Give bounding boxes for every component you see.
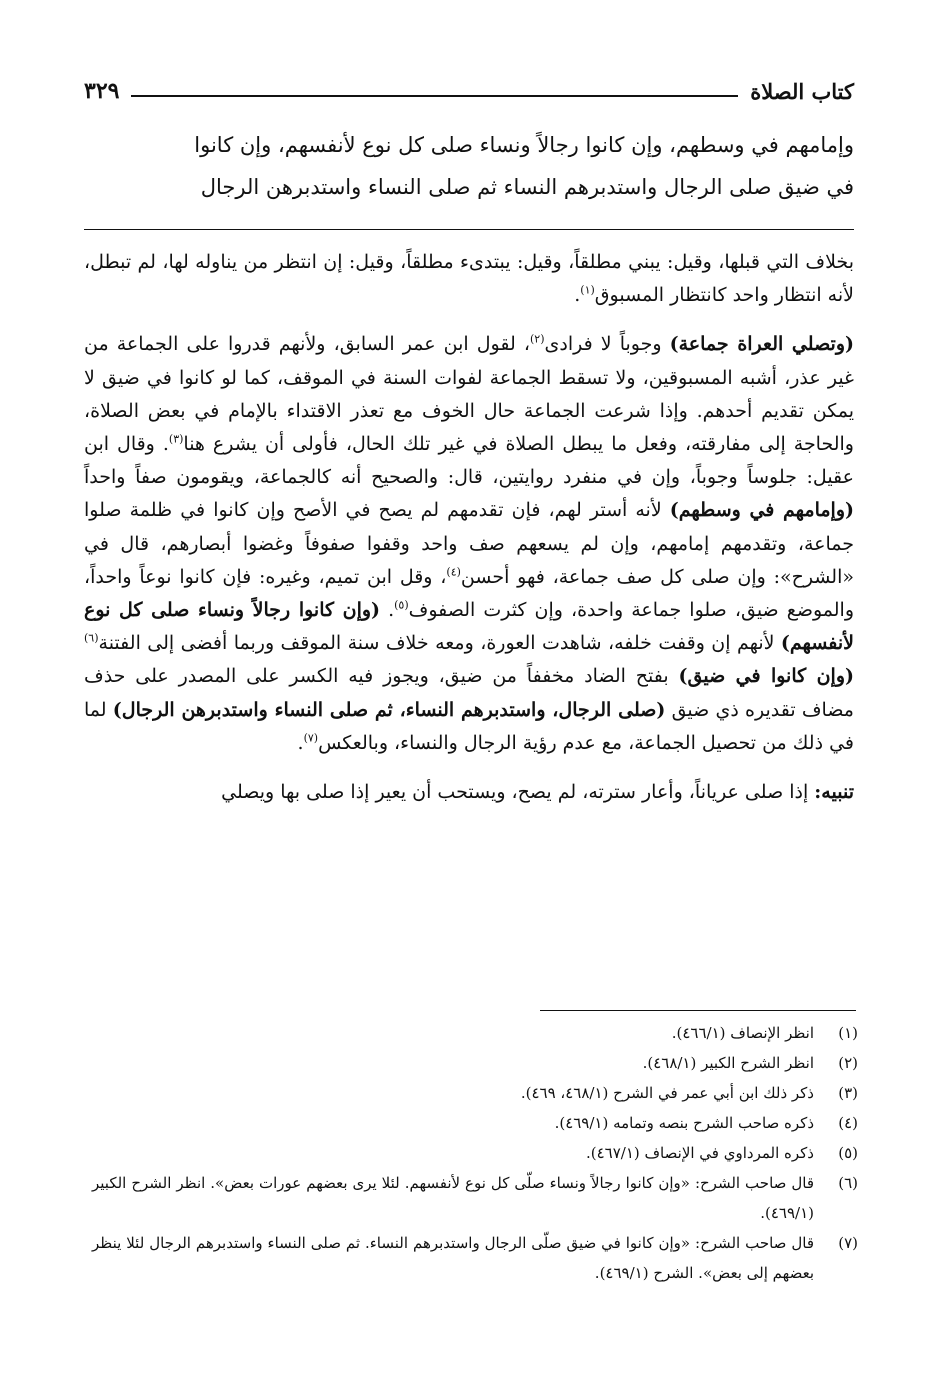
matn-quote: (وإن كانوا رجالاً ونساء صلى كل نوع لأنفسهم) (84, 599, 854, 655)
matn-line: وإمامهم في وسطهم، وإن كانوا رجالاً ونساء صلى كل نوع لأنفسهم، وإن كانوا (194, 133, 854, 157)
text-run: بخلاف التي قبلها، وقيل: يبني مطلقاً، وقيل: يبتدىء مطلقاً، وقيل: إن انتظر من يناوله لها، لم تبطل، لأنه انتظار واحد كانتظار المسبوق (84, 251, 854, 307)
footnote (92, 1228, 858, 1288)
footnote-text: انظر الإنصاف (٤٦٦/١). (671, 1024, 814, 1042)
matn-text (84, 124, 854, 208)
commentary-paragraph (84, 776, 854, 809)
footnote-ref: (٥) (394, 598, 409, 612)
matn-quote: (وتصلي العراة جماعة) (669, 333, 854, 356)
footnote (92, 1048, 858, 1078)
text-run: . وقال ابن عقيل: جلوساً وجوباً، وإن في منفرد روايتين، قال: والصحيح أنه كالجماعة، ويقومون صفاً واحداً (84, 433, 854, 489)
text-run: لما في ذلك من تحصيل الجماعة، مع عدم رؤية الرجال والنساء، وبالعكس (84, 698, 854, 754)
footnote-text: قال صاحب الشرح: «وإن كانوا رجالاً ونساء صلّى كل نوع لأنفسهم. لئلا يرى بعضهم عورات بعض». انظر الشرح الكبير (٤٦٩/١). (92, 1174, 814, 1222)
footnote-number: (٤) (838, 1114, 858, 1132)
commentary-paragraph (84, 246, 854, 312)
text-run: . (297, 731, 304, 754)
footnote-ref: (٢) (530, 333, 545, 347)
footnote-ref: (٤) (446, 565, 461, 579)
footnote (92, 1138, 858, 1168)
footnotes (92, 1018, 858, 1288)
matn-line: في ضيق صلى الرجال واستدبرهم النساء ثم صلى النساء واستدبرهن الرجال (200, 175, 854, 199)
book-title: كتاب الصلاة (750, 79, 854, 104)
footnote-text: ذكره صاحب الشرح بنصه وتمامه (٤٦٩/١). (554, 1114, 814, 1132)
footnote (92, 1018, 858, 1048)
matn-separator (84, 229, 854, 230)
footnote-ref: (٦) (84, 631, 99, 645)
header-rule (131, 95, 738, 97)
footnote-number: (٧) (838, 1234, 858, 1252)
matn-quote: (وإمامهم في وسطهم) (669, 499, 854, 522)
footnote-text: انظر الشرح الكبير (٤٦٨/١). (642, 1054, 814, 1072)
text-run: . (574, 284, 581, 307)
footnote-number: (١) (838, 1024, 858, 1042)
commentary-text (84, 246, 854, 809)
footnote-number: (٢) (838, 1054, 858, 1072)
footnote-text: ذكر ذلك ابن أبي عمر في الشرح (٤٦٨/١، ٤٦٩). (520, 1084, 814, 1102)
footnote-ref: (٣) (168, 432, 184, 446)
page-number: ٣٢٩ (84, 78, 120, 104)
footnote-ref: (٧) (303, 731, 319, 745)
footnote-number: (٥) (838, 1144, 858, 1162)
footnote (92, 1078, 858, 1108)
text-run: وجوباً لا فرادى (544, 333, 670, 356)
text-run: ، وقل ابن تميم، وغيره: فإن كانوا نوعاً واحداً، والموضع ضيق، صلوا جماعة واحدة، وإن كثرت الصفوف (84, 565, 854, 622)
commentary-paragraph (84, 328, 854, 760)
page-header (84, 70, 854, 104)
text-run: ، لقول ابن عمر السابق، ولأنهم قدروا على الجماعة من غير عذر، أشبه المسبوقين، ولا تسقط الجماعة لفوات السنة في الموقف، كما لو كانوا في ضيق لا يمكن تقديم أحدهم. وإذا شرعت الجماعة حال الخوف مع تعذر الاقتداء بالإمام في بعض الصلاة، والحاجة إلى مفارقته، وفعل ما يبطل الصلاة في غير تلك الحال، فأولى أن يشرع هنا (84, 333, 854, 456)
text-run: بفتح الضاد مخففاً من ضيق، ويجوز فيه الكسر على المصدر على حذف مضاف تقديره ذي ضيق (84, 665, 854, 721)
footnote-number: (٦) (838, 1174, 858, 1192)
footnote-text: ذكره المرداوي في الإنصاف (٤٦٧/١). (585, 1144, 814, 1162)
footnote (92, 1108, 858, 1138)
footnote (92, 1168, 858, 1228)
footnote-text: قال صاحب الشرح: «وإن كانوا في ضيق صلّى الرجال واستدبرهم النساء. ثم صلى النساء واستدبرهم الرجال لئلا ينظر بعضهم إلى بعض». الشرح (٤٦٩/١). (92, 1234, 814, 1282)
matn-quote: (وإن كانوا في ضيق) (678, 665, 854, 688)
footnote-ref: (١) (580, 283, 595, 297)
footnote-separator (540, 1010, 856, 1011)
text-run: لأنهم إن وقفت خلفه، شاهدت العورة، ومعه خلاف سنة الموقف وربما أفضى إلى الفتنة (98, 632, 781, 655)
footnote-number: (٣) (838, 1084, 858, 1102)
text-run: . (380, 599, 395, 622)
text-run: لأنه أستر لهم، فإن تقدمهم لم يصح في الأصح وإن كانوا في ظلمة صلوا جماعة، وتقدمهم إمامهم، وإن لم يسعهم صف واحد وقفوا صفوفاً وغضوا أبصارهم، قال في «الشرح»: وإن صلى كل صف جماعة، فهو أحسن (84, 499, 854, 588)
text-run: إذا صلى عرياناً، وأعار سترته، لم يصح، ويستحب أن يعير إذا صلى بها ويصلي (221, 781, 815, 804)
matn-quote: (صلى الرجال، واستدبرهم النساء، ثم صلى النساء واستدبرهن الرجال) (112, 698, 666, 721)
note-label: تنبيه: (814, 781, 854, 804)
